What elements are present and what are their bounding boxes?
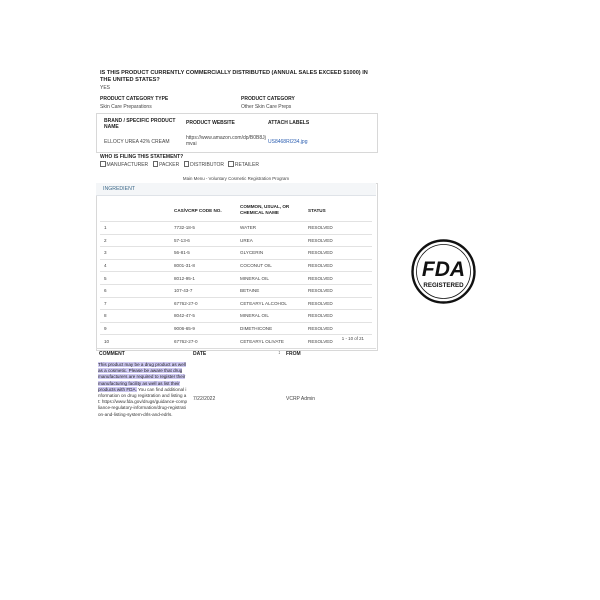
packer-checkbox[interactable] bbox=[153, 161, 159, 167]
row-cas: 56-81-5 bbox=[170, 247, 236, 260]
row-number: 1 bbox=[100, 222, 170, 235]
row-name: MINERAL OIL bbox=[236, 310, 304, 323]
fda-logo-text: FDA bbox=[421, 258, 466, 281]
row-name: DIMETHICONE bbox=[236, 322, 304, 335]
menu-title: Main Menu - Voluntary Cosmetic Registration Program bbox=[182, 176, 290, 181]
table-row[interactable] bbox=[100, 310, 372, 323]
row-name: WATER bbox=[236, 222, 304, 235]
comment-rest-text: You can find additional information on drug registration and listing at: https://www.fda.gov/drugs/guidance-compliance-regulatory-information/drug-registration-and-listing-system-drls-and-edrls. bbox=[98, 386, 188, 417]
row-cas: 67762-27-0 bbox=[170, 335, 236, 347]
row-cas: 9006-65-9 bbox=[170, 322, 236, 335]
comment-col-label: COMMENT bbox=[99, 351, 125, 357]
manufacturer-checkbox[interactable] bbox=[100, 161, 106, 167]
row-status: RESOLVED bbox=[304, 335, 372, 347]
row-status: RESOLVED bbox=[304, 272, 372, 285]
attach-labels-label: ATTACH LABELS bbox=[268, 120, 310, 126]
row-number: 9 bbox=[100, 322, 170, 335]
filer-question: WHO IS FILING THIS STATEMENT? bbox=[100, 154, 184, 160]
row-cas: 67762-27-0 bbox=[170, 297, 236, 310]
category-type-label: PRODUCT CATEGORY TYPE bbox=[100, 96, 169, 102]
sort-icon[interactable]: ↕ bbox=[278, 350, 281, 356]
filer-option-label: DISTRIBUTOR bbox=[190, 162, 224, 168]
row-cas: 8001-31-8 bbox=[170, 259, 236, 272]
brand-label: BRAND / SPECIFIC PRODUCT NAME bbox=[104, 118, 176, 130]
distribution-answer: YES bbox=[100, 85, 111, 91]
row-status: RESOLVED bbox=[304, 259, 372, 272]
table-row[interactable] bbox=[100, 322, 372, 335]
pagination-info[interactable]: 1 - 10 of 21 bbox=[341, 336, 364, 341]
distributor-checkbox[interactable] bbox=[184, 161, 190, 167]
row-number: 7 bbox=[100, 297, 170, 310]
ingredient-table-header bbox=[100, 199, 372, 222]
website-value: https://www.amazon.com/dp/B0B8Jjmvai bbox=[186, 135, 266, 147]
table-row[interactable] bbox=[100, 234, 372, 247]
comment-from: VCRP Admin bbox=[286, 396, 316, 402]
row-name: CETEARYL ALCOHOL bbox=[236, 297, 304, 310]
comment-date: 7/22/2022 bbox=[193, 396, 216, 402]
from-col-label: FROM bbox=[286, 351, 301, 357]
row-number: 6 bbox=[100, 284, 170, 297]
row-status: RESOLVED bbox=[304, 322, 372, 335]
col-cas: CAS/VCRP CODE NO. bbox=[174, 207, 222, 213]
row-number: 4 bbox=[100, 259, 170, 272]
fda-seal-graphic bbox=[411, 239, 476, 304]
row-number: 2 bbox=[100, 234, 170, 247]
ingredient-header-bar bbox=[96, 183, 376, 196]
row-cas: 107-43-7 bbox=[170, 284, 236, 297]
row-number: 3 bbox=[100, 247, 170, 260]
website-label: PRODUCT WEBSITE bbox=[186, 120, 235, 126]
row-number: 5 bbox=[100, 272, 170, 285]
row-cas: 8042-47-5 bbox=[170, 310, 236, 323]
row-number: 8 bbox=[100, 310, 170, 323]
category-type-value: Skin Care Preparations bbox=[100, 104, 152, 110]
filer-option-label: RETAILER bbox=[234, 162, 259, 168]
category-value: Other Skin Care Preps bbox=[241, 104, 292, 110]
attach-labels-link[interactable]: US8468RI234.jpg bbox=[268, 139, 308, 145]
filer-option-label: MANUFACTURER bbox=[106, 162, 149, 168]
row-number: 10 bbox=[100, 335, 170, 347]
table-row[interactable] bbox=[100, 247, 372, 260]
row-cas: 57-13-6 bbox=[170, 234, 236, 247]
row-status: RESOLVED bbox=[304, 222, 372, 235]
row-name: CETEARYL OLIVATE bbox=[236, 335, 304, 347]
row-name: UREA bbox=[236, 234, 304, 247]
row-name: GLYCERIN bbox=[236, 247, 304, 260]
comment-highlighted-text: This product may be a drug product as well as a cosmetic. Please be aware that drug manufacturers are required to register their manufacturing facility as well as list their products with FDA. bbox=[98, 362, 186, 392]
col-status: STATUS bbox=[308, 207, 326, 213]
col-number bbox=[100, 199, 170, 222]
filer-option-label: PACKER bbox=[159, 162, 180, 168]
table-row[interactable] bbox=[100, 259, 372, 272]
filer-options bbox=[100, 161, 259, 168]
category-label: PRODUCT CATEGORY bbox=[241, 96, 295, 102]
row-name: COCONUT OIL bbox=[236, 259, 304, 272]
ingredient-table bbox=[100, 199, 372, 347]
brand-value: ELLOCY UREA 42% CREAM bbox=[104, 139, 170, 145]
table-row[interactable] bbox=[100, 222, 372, 235]
fda-registered-seal-icon bbox=[411, 239, 476, 304]
registered-text: REGISTERED bbox=[423, 282, 464, 289]
table-row[interactable] bbox=[100, 284, 372, 297]
row-status: RESOLVED bbox=[304, 234, 372, 247]
table-row[interactable] bbox=[100, 272, 372, 285]
row-status: RESOLVED bbox=[304, 284, 372, 297]
row-cas: 8012-95-1 bbox=[170, 272, 236, 285]
row-cas: 7732-18-5 bbox=[170, 222, 236, 235]
row-status: RESOLVED bbox=[304, 310, 372, 323]
row-name: MINERAL OIL bbox=[236, 272, 304, 285]
distribution-question: IS THIS PRODUCT CURRENTLY COMMERCIALLY DISTRIBUTED (ANNUAL SALES EXCEED $1000) IN THE UNITED STATES? bbox=[100, 70, 368, 83]
ingredient-section-label: INGREDIENT bbox=[103, 186, 135, 192]
retailer-checkbox[interactable] bbox=[228, 161, 234, 167]
row-status: RESOLVED bbox=[304, 247, 372, 260]
col-name: COMMON, USUAL, OR CHEMICAL NAME bbox=[240, 204, 290, 215]
table-row[interactable] bbox=[100, 297, 372, 310]
comment-body bbox=[98, 362, 188, 418]
row-name: BETAINE bbox=[236, 284, 304, 297]
date-col-label: DATE bbox=[193, 351, 207, 357]
row-status: RESOLVED bbox=[304, 297, 372, 310]
comment-divider bbox=[96, 348, 376, 349]
